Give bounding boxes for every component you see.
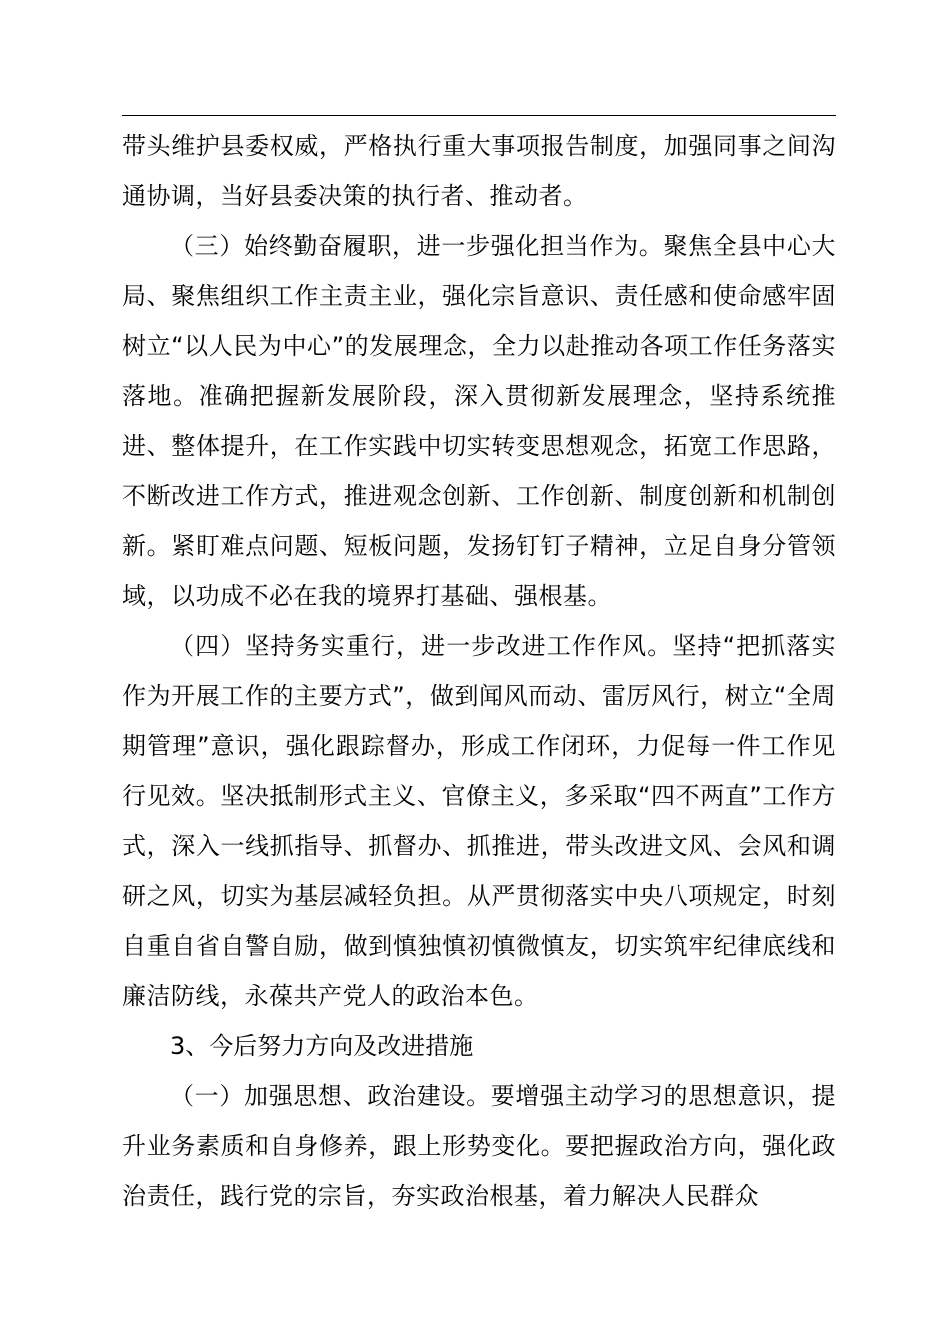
paragraph-section-four: （四）坚持务实重行，进一步改进工作作风。坚持“把抓落实作为开展工作的主要方式”，做到闻风而动、雷厉风行，树立“全周期管理”意识，强化跟踪督办，形成工作闭环，力促每一件工作见行见效。坚决抵制形式主义、官僚主义，多采取“四不两直”工作方式，深入一线抓指导、抓督办、抓推进，带头改进文风、会风和调研之风，切实为基层减轻负担。从严贯彻落实中央八项规定，时刻自重自省自警自励，做到慎独慎初慎微慎友，切实筑牢纪律底线和廉洁防线，永葆共产党人的政治本色。 <box>122 632 836 1010</box>
document-body <box>122 121 836 1221</box>
section-heading: 3、今后努力方向及改进措施 <box>170 1032 474 1060</box>
paragraph-section-one: （一）加强思想、政治建设。要增强主动学习的思想意识，提升业务素质和自身修养，跟上形势变化。要把握政治方向，强化政治责任，践行党的宗旨，夯实政治根基，着力解决人民群众 <box>122 1082 836 1210</box>
header-rule <box>122 115 836 116</box>
paragraph-section-three: （三）始终勤奋履职，进一步强化担当作为。聚焦全县中心大局、聚焦组织工作主责主业，强化宗旨意识、责任感和使命感牢固树立“以人民为中心”的发展理念，全力以赴推动各项工作任务落实落地。准确把握新发展阶段，深入贯彻新发展理念，坚持系统推进、整体提升，在工作实践中切实转变思想观念，拓宽工作思路，不断改进工作方式，推进观念创新、工作创新、制度创新和机制创新。紧盯难点问题、短板问题，发扬钉钉子精神，立足自身分管领域，以功成不必在我的境界打基础、强根基。 <box>122 232 836 610</box>
paragraph-continuation: 带头维护县委权威，严格执行重大事项报告制度，加强同事之间沟通协调，当好县委决策的执行者、推动者。 <box>122 132 836 210</box>
